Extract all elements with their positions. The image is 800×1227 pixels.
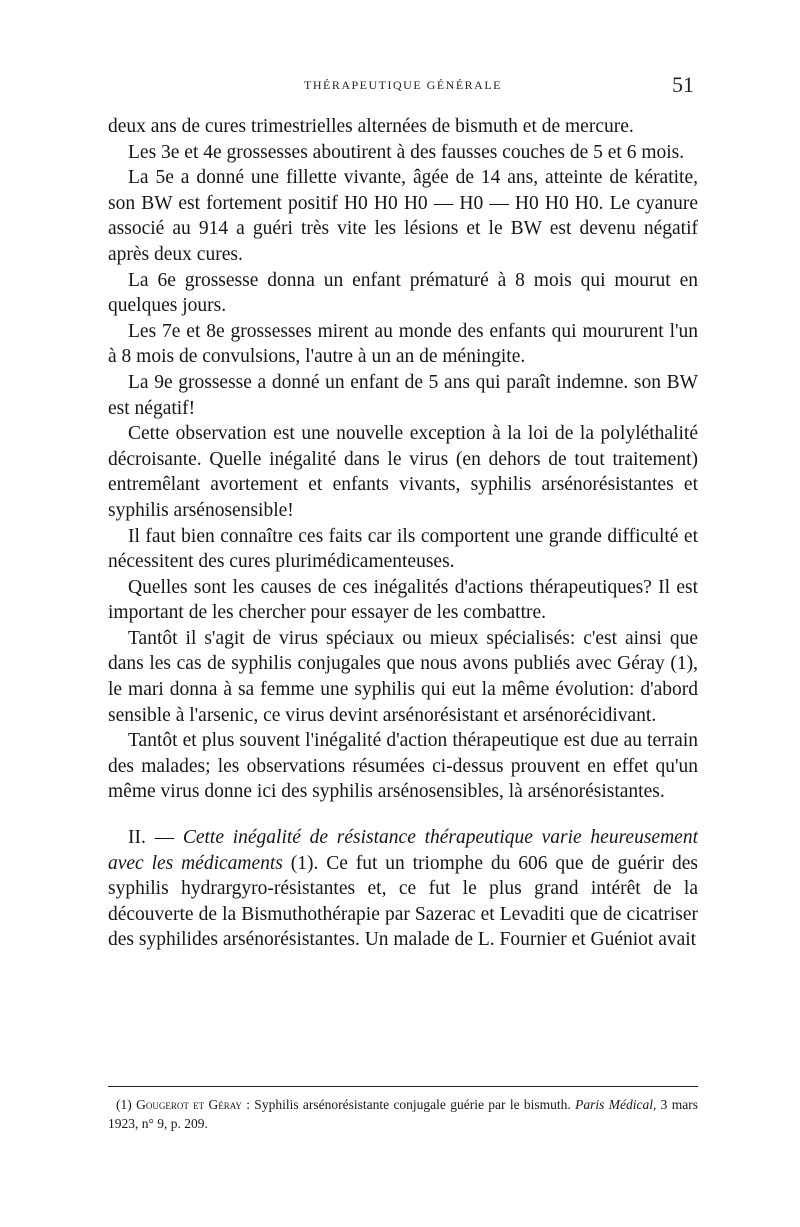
footnote xyxy=(108,1095,698,1133)
running-head xyxy=(108,72,698,104)
paragraph-causes: Quelles sont les causes de ces inégalités d'actions thérapeutiques? Il est important de les chercher pour essayer de les combattre. xyxy=(108,576,698,624)
body-text xyxy=(108,114,698,953)
running-head-title: THÉRAPEUTIQUE GÉNÉRALE xyxy=(304,78,502,92)
paragraph-pregnancy-6: La 6e grossesse donna un enfant prématuré à 8 mois qui mourut en quelques jours. xyxy=(108,269,698,317)
footnote-text: : Syphilis arsénorésistante conjugale guérie par le bismuth. xyxy=(241,1097,571,1112)
footnote-authors: Gougerot et Géray xyxy=(136,1097,242,1112)
footnote-marker: (1) xyxy=(116,1097,132,1112)
footnote-rule xyxy=(108,1086,698,1087)
paragraph-pregnancy-9: La 9e grossesse a donné un enfant de 5 ans qui paraît indemne. son BW est négatif! xyxy=(108,371,698,419)
page-number: 51 xyxy=(672,72,694,97)
section-ii-numeral: II. — xyxy=(128,827,175,849)
section-ii-heading: Cette inégalité de résistance thérapeutique varie heureusement avec les médicaments xyxy=(108,827,698,874)
paragraph-observation: Cette observation est une nouvelle exception à la loi de la polyléthalité décroisante. Quelle inégalité dans le virus (en dehors de tout traitement) entremêlant avortement et enfants vivants, syphilis arsénorésistantes et syphilis arsénosensible! xyxy=(108,423,698,521)
section-ii-text: (1). Ce fut un triomphe du 606 que de guérir des syphilis hydrargyro-résistantes et, ce fut le plus grand intérêt de la découverte de la Bismuthothérapie par Sazerac et Levaditi que de cicatriser des syphilides arsénorésistantes. Un malade de L. Fournier et Guéniot avait xyxy=(108,852,698,951)
paragraph-pregnancy-5: La 5e a donné une fillette vivante, âgée de 14 ans, atteinte de kératite, son BW est fortement positif H0 H0 H0 — H0 — H0 H0 H0. Le cyanure associé au 914 a guéri très vite les lésions et le BW est devenu négatif après deux cures. xyxy=(108,167,698,265)
paragraph-continuation: deux ans de cures trimestrielles alternées de bismuth et de mercure. xyxy=(108,116,634,137)
paragraph-facts: Il faut bien connaître ces faits car ils comportent une grande difficulté et nécessitent des cures plurimédicamenteuses. xyxy=(108,525,698,573)
paragraph-terrain: Tantôt et plus souvent l'inégalité d'action thérapeutique est due au terrain des malades; les observations résumées ci-dessus prouvent en effet qu'un même virus donne ici des syphilis arsénosensibles, là arsénorésistantes. xyxy=(108,730,698,803)
paragraph-pregnancies-7-8: Les 7e et 8e grossesses mirent au monde des enfants qui moururent l'un à 8 mois de convulsions, l'autre à un an de méningite. xyxy=(108,320,698,368)
paragraph-special-virus: Tantôt il s'agit de virus spéciaux ou mieux spécialisés: c'est ainsi que dans les cas de syphilis conjugales que nous avons publiés avec Géray (1), le mari donna à sa femme une syphilis qui eut la même évolution: d'abord sensible à l'arsenic, ce virus devint arsénorésistant et arsénorécidivant. xyxy=(108,627,698,726)
footnote-journal: Paris Médical xyxy=(575,1097,653,1112)
section-ii xyxy=(108,825,698,953)
footnote-details: , 3 mars 1923, n° 9, p. 209. xyxy=(108,1097,698,1131)
paragraph-pregnancies-3-4: Les 3e et 4e grossesses aboutirent à des fausses couches de 5 et 6 mois. xyxy=(128,141,685,163)
